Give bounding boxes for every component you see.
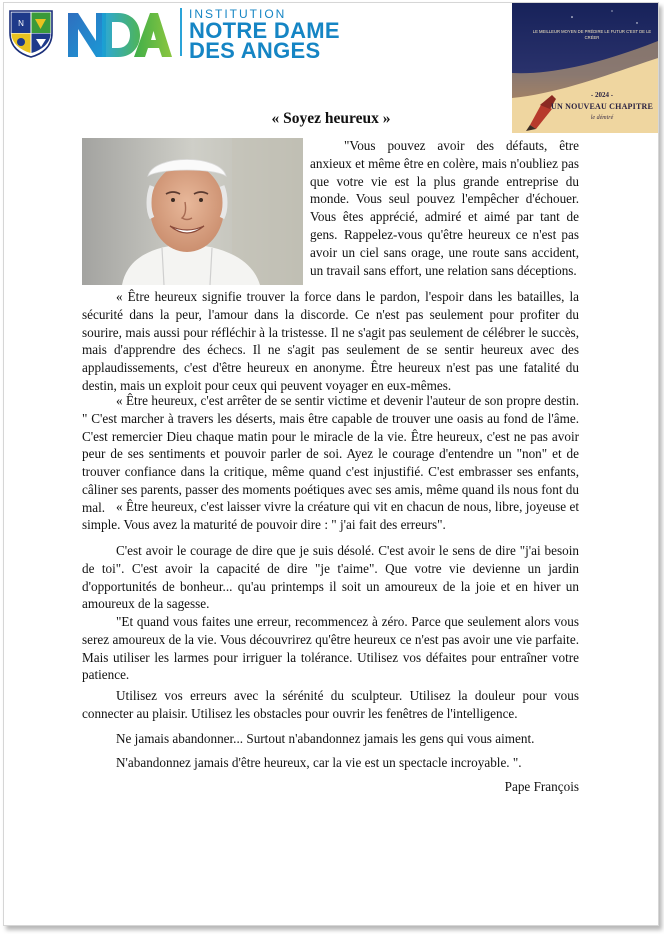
nda-logo-icon [66, 7, 172, 61]
institution-name-line2: DES ANGES [189, 38, 321, 63]
document-title: « Soyez heureux » [271, 110, 391, 127]
signature: Pape François [504, 779, 579, 794]
banner-chapter: UN NOUVEAU CHAPITRE [550, 102, 654, 111]
paragraph-2: Rappelez-vous qu'être heureux ce n'est pas avoir un ciel sans orage, une route sans accident, un travail sans effort, une relation sans déceptions. [310, 227, 579, 278]
pope-francis-photo [82, 138, 303, 285]
school-crest-icon [8, 9, 54, 59]
logo-letters-text [4, 3, 5, 4]
banner-motto: LE MEILLEUR MOYEN DE PRÉDIRE LE FUTUR C'EST DE LE CRÉER [532, 29, 652, 40]
document-page [3, 2, 659, 926]
paragraph-4: « Être heureux, c'est arrêter de se sentir victime et devenir l'auteur de son propre destin. " C'est marcher à travers les déserts, mais être capable de trouver une oasis au fond de l'âme. C'est remercier Dieu chaque matin pour le miracle de la vie. Être heureux, c'est ne pas avoir peur de ses sentiments et pouvoir parler de soi. Ayez le courage d'entendre un "non" et de trouver confiance dans la critique, même quand c'est injustifié. C'est embrasser ses enfants, câliner ses parents, passer des moments poétiques avec ses amis, même quand ils nous font du mal. [82, 393, 579, 515]
svg-text:N: N [18, 19, 24, 28]
institution-name-line1: NOTRE DAME [189, 18, 340, 43]
paragraph-7: "Et quand vous faites une erreur, recommencez à zéro. Parce que seulement alors vous serez amoureux de la vie. Vous découvrirez qu'être heureux ce n'est pas avoir une vie parfaite. Mais utiliser les larmes pour irriguer la tolérance. Utilisez vos défaites pour entraîner votre patience. [82, 614, 579, 683]
paragraph-9: Ne jamais abandonner... Surtout n'abandonnez jamais les gens qui vous aiment. [116, 731, 535, 746]
logo-divider [180, 8, 182, 56]
institution-label: INSTITUTION [189, 7, 287, 21]
paragraph-6: C'est avoir le courage de dire que je suis désolé. C'est avoir le sens de dire "j'ai besoin de toi". C'est avoir la capacité de dire "je t'aime". Que votre vie devienne un jardin d'opportunités de bonheur... qu'au printemps il soit un amoureux de la joie et en hiver un amoureux de la sagesse. [82, 543, 579, 612]
paragraph-5: « Être heureux, c'est laisser vivre la créature qui vit en chacun de nous, libre, joyeuse et simple. Vous avez la maturité de pouvoir dire : " j'ai fait des erreurs". [82, 499, 579, 532]
banner-year: - 2024 - [590, 91, 614, 99]
paragraph-10: N'abandonnez jamais d'être heureux, car la vie est un spectacle incroyable. ". [116, 755, 522, 770]
paragraph-8: Utilisez vos erreurs avec la sérénité du sculpteur. Utilisez la douleur pour vous connecter au plaisir. Utilisez les obstacles pour ouvrir les fenêtres de l'intelligence. [82, 688, 579, 721]
paragraph-1: "Vous pouvez avoir des défauts, être anxieux et même être en colère, mais n'oubliez pas que votre vie est la plus grande entreprise du monde. Vous seul pouvez l'empêcher d'échouer. Vous êtes apprécié, admiré et aimé par tant de gens. [310, 138, 579, 242]
banner-signature: le démiré [590, 115, 614, 121]
paragraph-3: « Être heureux signifie trouver la force dans le pardon, l'espoir dans les batailles, la sécurité dans la peur, l'amour dans la discorde. Ce n'est pas seulement pour profiter du sourire, mais aussi pour réfléchir à la tristesse. Il ne s'agit pas seulement de célébrer le succès, mais d'apprendre des échecs. Il ne s'agit pas seulement de se sentir heureux avec des applaudissements, c'est d'être heureux en anonyme. Être heureux n'est pas une fatalité du destin, mais un exploit pour ceux qui peuvent voyager en eux-mêmes. [82, 289, 579, 393]
